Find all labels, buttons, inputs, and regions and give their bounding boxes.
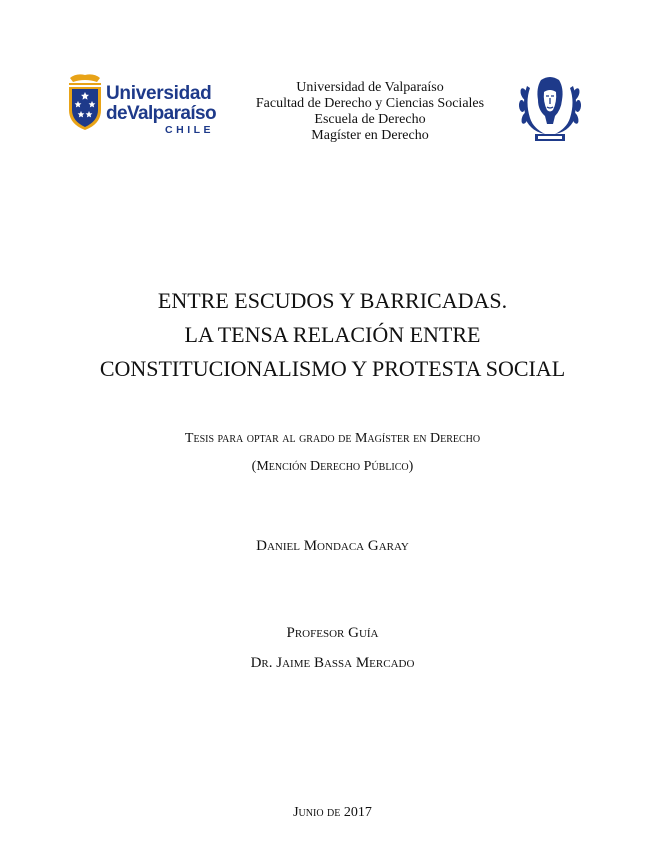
advisor-label: Profesor Guía: [286, 625, 379, 641]
shield-icon: [66, 72, 104, 132]
faculty-seal-icon: [517, 72, 583, 144]
university-logo: [66, 72, 217, 136]
title-line-3: CONSTITUCIONALISMO Y PROTESTA SOCIAL: [99, 356, 566, 381]
institution-block: [215, 80, 525, 144]
thesis-date: Junio de 2017: [293, 805, 372, 820]
logo-line-2: deValparaíso: [106, 103, 217, 124]
advisor-block: [0, 618, 665, 678]
institution-faculty: Facultad de Derecho y Ciencias Sociales: [255, 96, 485, 111]
title-line-1: ENTRE ESCUDOS Y BARRICADAS.: [157, 288, 508, 313]
institution-program: Magíster en Derecho: [311, 128, 429, 143]
author-name: Daniel Mondaca Garay: [256, 538, 409, 554]
thesis-title: [0, 284, 665, 386]
title-line-2: LA TENSA RELACIÓN ENTRE: [184, 322, 481, 347]
logo-line-1: Universidad: [106, 83, 212, 104]
institution-school: Escuela de Derecho: [314, 112, 426, 127]
institution-university: Universidad de Valparaíso: [296, 80, 444, 95]
advisor-name: Dr. Jaime Bassa Mercado: [250, 655, 415, 671]
thesis-degree-line: Tesis para optar al grado de Magíster en Derecho: [184, 431, 481, 446]
thesis-mention-line: (Mención Derecho Público): [251, 459, 414, 474]
logo-line-3: CHILE: [165, 124, 215, 136]
thesis-degree: [0, 425, 665, 481]
